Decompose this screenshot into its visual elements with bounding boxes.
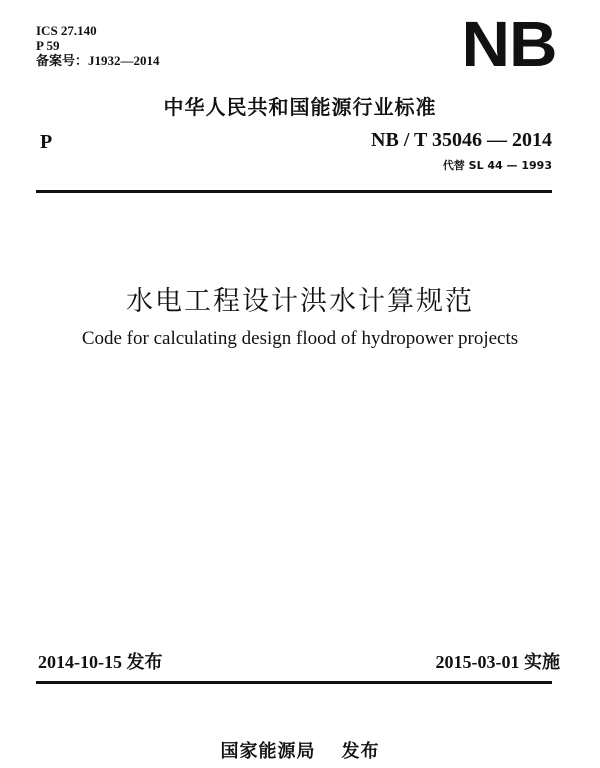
bottom-divider (36, 681, 552, 684)
document-title-chinese: 水电工程设计洪水计算规范 (126, 286, 474, 317)
implementation-label: 实施 (524, 652, 560, 673)
national-standard-title: 中华人民共和国能源行业标准 (163, 95, 437, 119)
publisher-line (0, 737, 600, 763)
implementation-date-line (436, 648, 561, 674)
publisher-label: 发布 (341, 741, 380, 762)
document-title-english: Code for calculating design flood of hydropower projects (81, 328, 519, 349)
record-number: 备案号：J1932—2014 (36, 53, 160, 68)
nb-logo: NB (461, 8, 556, 80)
standard-number: NB / T 35046 — 2014 (371, 129, 552, 151)
issue-date-line (38, 648, 163, 674)
publisher-name: 国家能源局 (220, 741, 316, 762)
class-code: P (40, 131, 53, 153)
top-divider (36, 190, 552, 193)
ics-code: ICS 27.140 (36, 23, 97, 38)
issue-date: 2014-10-15 (38, 652, 122, 672)
issue-label: 发布 (126, 652, 163, 673)
classification-code: P 59 (36, 38, 60, 53)
replaces-standard: 代替 SL 44 — 1993 (442, 159, 552, 172)
implementation-date: 2015-03-01 (435, 652, 520, 672)
